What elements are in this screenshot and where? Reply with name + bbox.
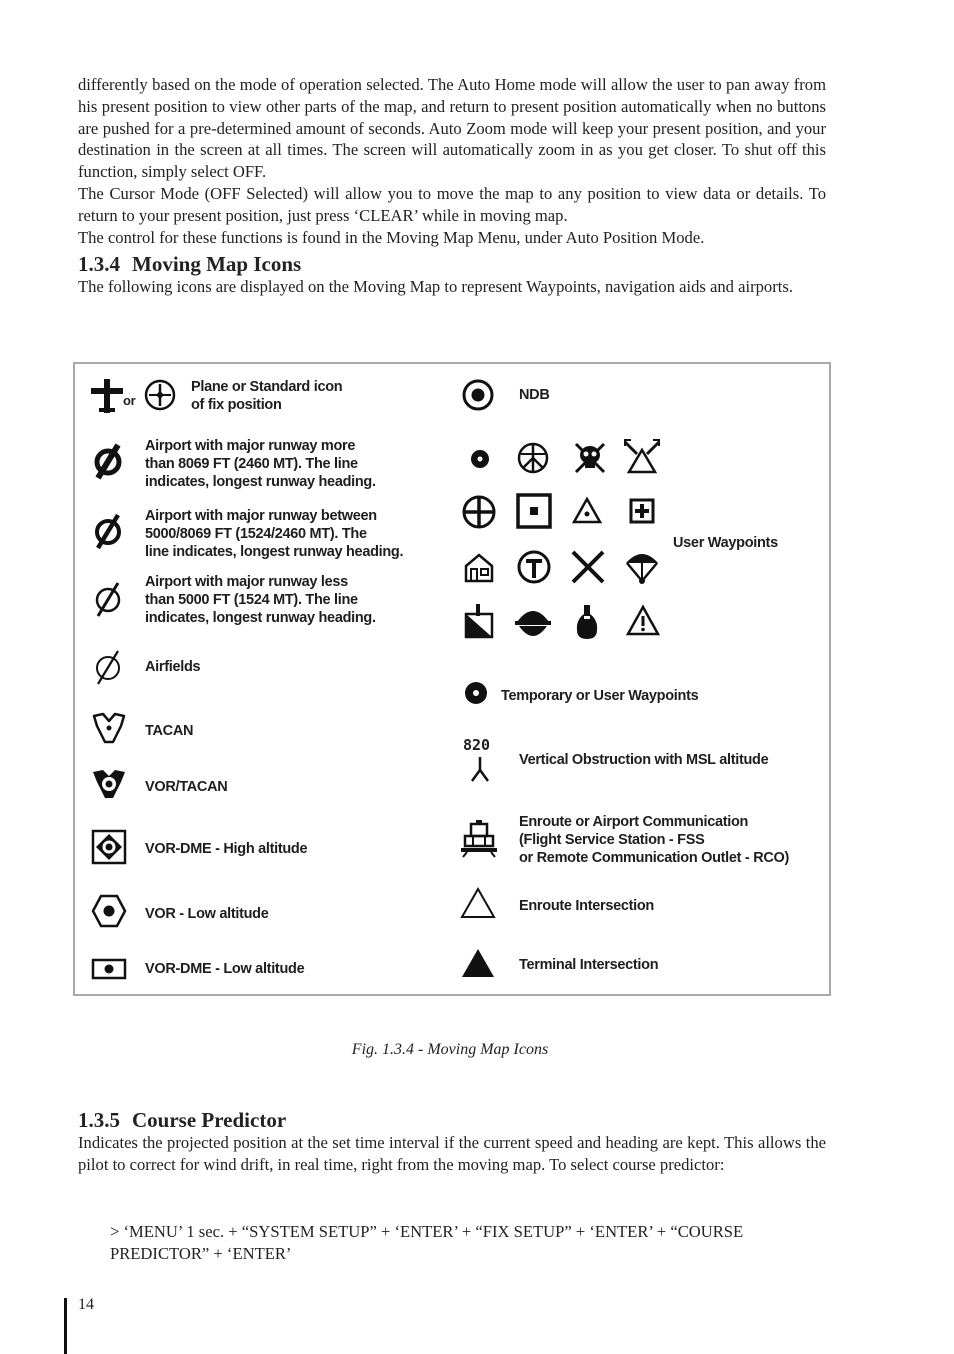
page-number: 14 [78, 1296, 94, 1313]
skull-waypoint-icon [573, 440, 607, 476]
house-waypoint-icon [463, 552, 495, 584]
plane-label: Plane or Standard icon of fix position [191, 379, 343, 413]
page-margin-bar [64, 1298, 67, 1354]
airport-less-label: Airport with major runway less than 5000 FT (1524 MT). The line indicates, longest runway heading. [145, 574, 376, 626]
enroute-intersection-label: Enroute Intersection [519, 898, 654, 914]
peace-waypoint-icon [515, 440, 551, 476]
communication-icon [459, 818, 499, 858]
obstruction-label: Vertical Obstruction with MSL altitude [519, 752, 769, 768]
section-135-text: Indicates the projected position at the set time interval if the current speed and heading are kept. This allows the pilot to correct for wind drift, in real time, right from the moving map. To select course predictor: [78, 1133, 826, 1174]
small-triangle-waypoint-icon [571, 496, 603, 526]
section-135-title: Course Predictor [132, 1108, 287, 1132]
x-waypoint-icon [569, 548, 607, 586]
first-aid-waypoint-icon [629, 498, 655, 524]
vortac-label: VOR/TACAN [145, 779, 228, 795]
crosshair-waypoint-icon [461, 494, 497, 530]
obstruction-icon [469, 756, 491, 782]
vor-low-label: VOR - Low altitude [145, 906, 269, 922]
user-waypoints-label: User Waypoints [673, 535, 778, 551]
vordme-low-icon [91, 957, 127, 981]
ndb-icon [461, 378, 495, 412]
terminal-intersection-icon [459, 946, 497, 980]
airport-less-icon [91, 580, 125, 618]
plane-icon [89, 376, 125, 416]
airport-between-label: Airport with major runway between 5000/8069 FT (1524/2460 MT). The line indicates, longest runway heading. [145, 508, 404, 560]
vordme-high-icon [91, 829, 127, 865]
airport-between-icon [91, 512, 125, 550]
course-predictor-command: > ‘MENU’ 1 sec. + “SYSTEM SETUP” + ‘ENTER’ + “FIX SETUP” + ‘ENTER’ + “COURSE PREDICTOR” + ‘ENTER’ [110, 1222, 744, 1263]
vordme-low-label: VOR-DME - Low altitude [145, 961, 305, 977]
airport-major-icon [91, 442, 125, 480]
temp-waypoints-label: Temporary or User Waypoints [501, 688, 699, 704]
figure-caption: Fig. 1.3.4 - Moving Map Icons [351, 1041, 549, 1058]
section-134-text: The following icons are displayed on the Moving Map to represent Waypoints, navigation aids and airports. [78, 277, 793, 296]
intro-paragraph-2: The Cursor Mode (OFF Selected) will allow you to move the map to any position to view data or details. To return to your present position, just press ‘CLEAR’ while in moving map. [78, 184, 826, 225]
moving-map-icons-figure [73, 362, 831, 996]
communication-label: Enroute or Airport Communication (Flight Service Station - FSS or Remote Communication Outlet - RCO) [519, 814, 790, 866]
airfields-label: Airfields [145, 659, 201, 675]
vortac-icon [91, 768, 127, 802]
airfield-icon [91, 648, 125, 686]
vor-low-icon [91, 894, 127, 928]
temp-waypoint-icon [463, 680, 489, 706]
dot-waypoint-icon [467, 446, 493, 472]
enroute-intersection-icon [459, 886, 497, 920]
section-135-heading [78, 1107, 286, 1133]
section-135-number: 1.3.5 [78, 1108, 120, 1132]
flag-waypoint-icon [463, 602, 495, 640]
t-circle-waypoint-icon [515, 548, 553, 586]
section-134-title: Moving Map Icons [132, 252, 302, 276]
standard-fix-icon [143, 378, 177, 412]
or-label: or [123, 393, 136, 408]
section-134-number: 1.3.4 [78, 252, 120, 276]
tacan-icon [91, 712, 127, 746]
intro-paragraph-3: The control for these functions is found in the Moving Map Menu, under Auto Position Mode. [78, 228, 705, 247]
parachute-waypoint-icon [623, 548, 661, 586]
obstruction-altitude: 820 [463, 736, 491, 754]
terminal-intersection-label: Terminal Intersection [519, 957, 659, 973]
ndb-label: NDB [519, 387, 550, 403]
airport-major-label: Airport with major runway more than 8069 FT (2460 MT). The line indicates, longest runway heading. [145, 438, 376, 490]
tacan-label: TACAN [145, 723, 194, 739]
bottle-waypoint-icon [573, 602, 601, 642]
helmet-waypoint-icon [513, 602, 553, 642]
intro-paragraph-1: differently based on the mode of operation selected. The Auto Home mode will allow the user to pan away from his present position to view other parts of the map, and return to present position automatically when no buttons are pushed for a pre-determined amount of seconds. Auto Zoom mode will keep your present position, and your destination in the screen at all times. The screen will automatically zoom in as you get closer. To shut off this function, simply select OFF. [78, 75, 826, 182]
warning-waypoint-icon [625, 604, 661, 638]
fish-waypoint-icon [623, 438, 661, 476]
vordme-high-label: VOR-DME - High altitude [145, 841, 308, 857]
square-dot-waypoint-icon [515, 492, 553, 530]
section-134-heading [78, 251, 301, 277]
